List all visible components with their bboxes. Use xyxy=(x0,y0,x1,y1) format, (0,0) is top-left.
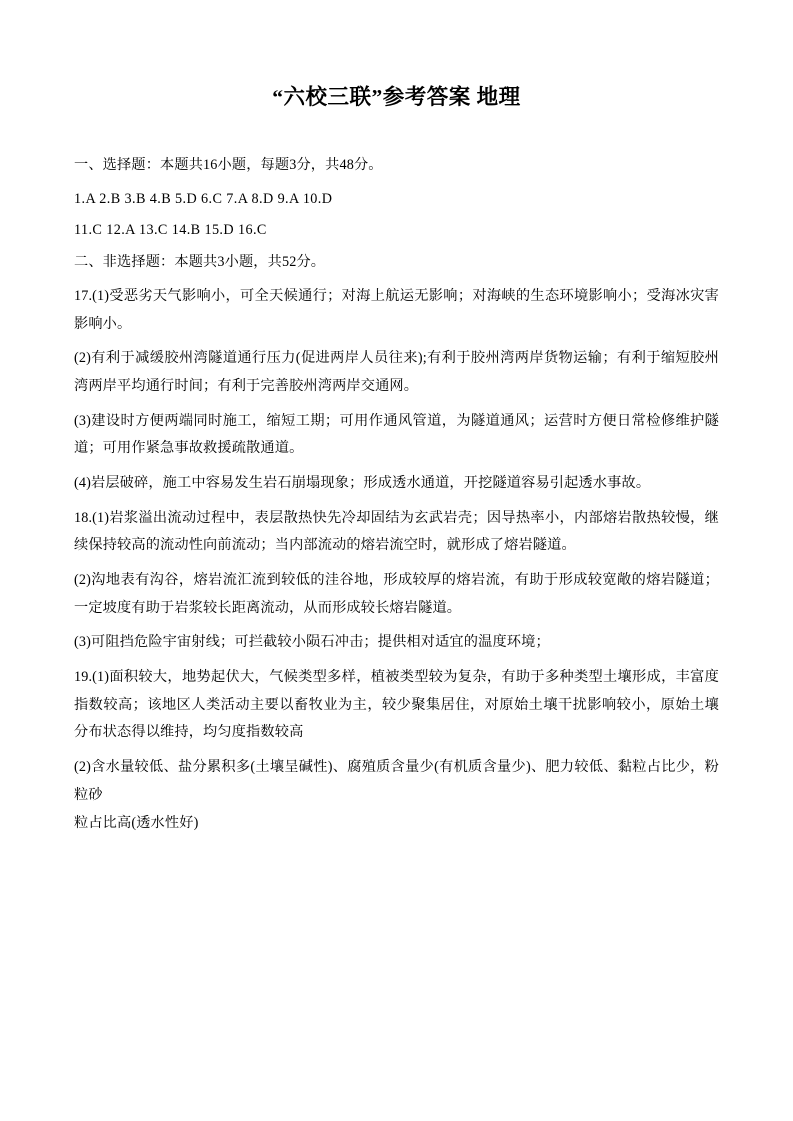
answer-18-1: 18.(1)岩浆溢出流动过程中，表层散热快先冷却固结为玄武岩壳；因导热率小，内部熔岩散热较慢，继续保持较高的流动性向前流动；当内部流动的熔岩流空时，就形成了熔岩隧道。 xyxy=(74,509,719,554)
answer-17-2: (2)有利于减缓胶州湾隧道通行压力(促进两岸人员往来);有利于胶州湾两岸货物运输；有利于缩短胶州湾两岸平均通行时间；有利于完善胶州湾两岸交通网。 xyxy=(74,350,719,394)
answer-17-3: (3)建设时方便两端同时施工，缩短工期；可用作通风管道，为隧道通风；运营时方便日常检修维护隧道；可用作紧急事故救援疏散通道。 xyxy=(74,412,719,457)
answer-17-1: 17.(1)受恶劣天气影响小，可全天候通行；对海上航运无影响；对海峡的生态环境影响小；受海冰灾害影响小。 xyxy=(74,287,719,332)
section-heading-free-response: 二、非选择题：本题共3小题，共52分。 xyxy=(74,254,326,271)
answer-19-2-continued: 粒占比高(透水性好) xyxy=(74,814,199,831)
answer-line-choices-2: 11.C 12.A 13.C 14.B 15.D 16.C xyxy=(74,222,267,239)
page-title: “六校三联”参考答案 地理 xyxy=(272,85,521,109)
section-heading-multiple-choice: 一、选择题：本题共16小题，每题3分，共48分。 xyxy=(74,157,383,174)
answer-18-2: (2)沟地表有沟谷，熔岩流汇流到较低的洼谷地，形成较厚的熔岩流，有助于形成较宽敞的熔岩隧道；一定坡度有助于岩浆较长距离流动，从而形成较长熔岩隧道。 xyxy=(74,572,719,616)
answer-19-1: 19.(1)面积较大，地势起伏大，气候类型多样，植被类型较为复杂，有助于多种类型土壤形成，丰富度指数较高；该地区人类活动主要以畜牧业为主，较少聚集居住，对原始土壤干扰影响较小，原始土壤分布状态得以维持，均匀度指数较高 xyxy=(74,669,719,741)
answer-19-2: (2)含水量较低、盐分累积多(土壤呈碱性)、腐殖质含量少(有机质含量少)、肥力较低、黏粒占比少，粉粒砂 xyxy=(74,759,719,803)
answer-line-choices-1: 1.A 2.B 3.B 4.B 5.D 6.C 7.A 8.D 9.A 10.D xyxy=(74,190,333,207)
answer-18-3: (3)可阻挡危险宇宙射线；可拦截较小陨石冲击；提供相对适宜的温度环境； xyxy=(74,634,550,651)
answer-17-4: (4)岩层破碎，施工中容易发生岩石崩塌现象；形成透水通道，开挖隧道容易引起透水事故。 xyxy=(74,474,651,491)
answer-body xyxy=(74,152,719,837)
